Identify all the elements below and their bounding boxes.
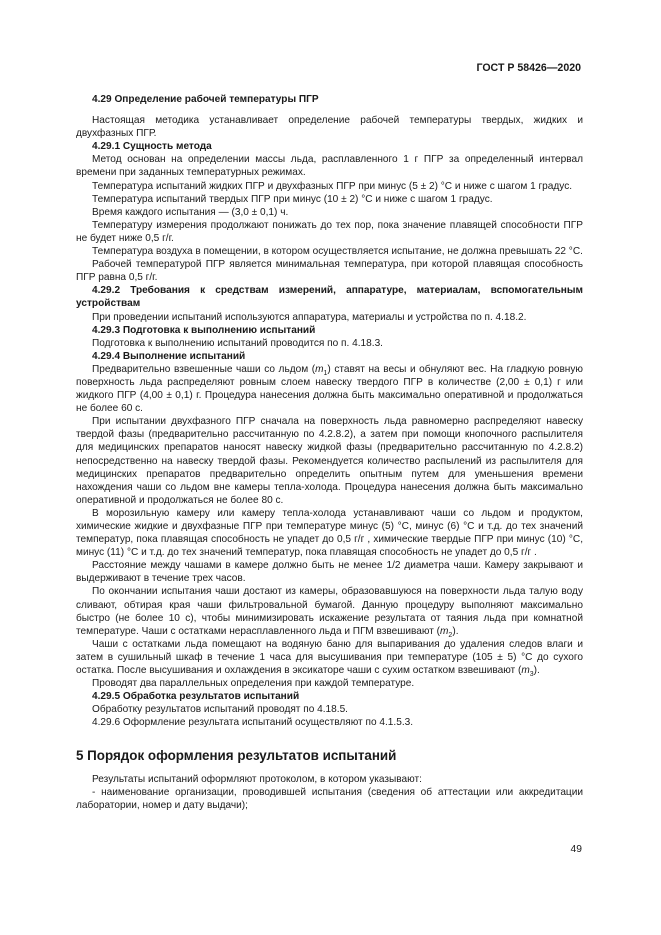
paragraph: При проведении испытаний используются аппаратура, материалы и устройства по п. 4.18.2.: [92, 311, 527, 323]
paragraph: В морозильную камеру или камеру тепла-холода устанавливают чаши со льдом и продуктом, химические жидкие и двухфазные ПГР при температуре минус (5) °С, минус (6) °С и т.д. до тех значений температур, пока плавящая способность не упадет до 0,5 г/г , химические твердые ПГР при минус (10) °С, минус (11) °С и т.д. до тех значений температур, пока плавящая способность не упадет до 0,5 г/г .: [76, 507, 583, 559]
standard-header: ГОСТ Р 58426—2020: [476, 62, 581, 74]
paragraph: Температуру измерения продолжают понижать до тех пор, пока значение плавящей способности ПГР не будет ниже 0,5 г/г.: [76, 219, 583, 244]
paragraph: Результаты испытаний оформляют протоколом, в котором указывают:: [92, 773, 422, 785]
section-title-5: 5 Порядок оформления результатов испытаний: [76, 747, 397, 763]
paragraph: По окончании испытания чаши достают из камеры, образовавшуюся на поверхности льда талую воду сливают, обтирая края чаши фильтровальной бумагой. Данную процедуру выполняют максимально быстро (не более 10 с), чтобы минимизировать искажение результата от таяния льда при комнатной температуре. Чаши с остатками нерасплавленного льда и ПГМ взвешивают $(m_2)$.: [76, 586, 583, 639]
paragraph: - наименование организации, проводившей испытания (сведения об аттестации или аккредитации лаборатории, номер и дату выдачи);: [76, 786, 583, 811]
subsection-title-4-29-2: 4.29.2 Требования к средствам измерений, аппаратуре, материалам, вспомогательным устройствам: [76, 285, 583, 310]
paragraph: Температура испытаний твердых ПГР при минус (10 ± 2) °С и ниже с шагом 1 градус.: [92, 193, 493, 205]
paragraph: Рабочей температурой ПГР является минимальная температура, при которой плавящая способность ПГР равна 0,5 г/г.: [76, 259, 583, 284]
paragraph: Обработку результатов испытаний проводят по 4.18.5.: [92, 704, 348, 716]
paragraph: При испытании двухфазного ПГР сначала на поверхность льда равномерно распределяют навеску твердой фазы (предварительно рассчитанную по 4.2.8.2), а затем при помощи кнопочного распылителя для медицинских препаратов наносят навеску жидкой фазы (предварительно рассчитанную по 4.2.8.2) непосредственно на навеску твердой фазы. Рекомендуется количество распылений из распылителя для медицинских препаратов предварительно определить опытным путем для уменьшения времени нахождения чаши со льдом вне камеры тепла-холода. Процедура нанесения должна быть максимально оперативной и продолжаться не более 80 с.: [76, 416, 583, 506]
paragraph: Метод основан на определении массы льда, расплавленного 1 г ПГР за определенный интервал времени при заданных температурных режимах.: [76, 154, 583, 179]
subsection-title-4-29-3: 4.29.3 Подготовка к выполнению испытаний: [92, 324, 316, 336]
paragraph: Температура испытаний жидких ПГР и двухфазных ПГР при минус (5 ± 2) °С и ниже с шагом 1 градус.: [92, 180, 573, 192]
paragraph: 4.29.6 Оформление результата испытаний осуществляют по 4.1.5.3.: [92, 717, 414, 729]
page-content: [76, 93, 583, 812]
paragraph: Настоящая методика устанавливает определение рабочей температуры твердых, жидких и двухфазных ПГР.: [76, 115, 583, 140]
paragraph: Время каждого испытания — (3,0 ± 0,1) ч.: [92, 206, 289, 218]
paragraph: Расстояние между чашами в камере должно быть не менее 1/2 диаметра чаши. Камеру закрывают и выдерживают в течение трех часов.: [76, 560, 583, 585]
subsection-title-4-29-4: 4.29.4 Выполнение испытаний: [92, 350, 246, 362]
paragraph: Проводят два параллельных определения при каждой температуре.: [92, 678, 415, 690]
paragraph: Температура воздуха в помещении, в котором осуществляется испытание, не должна превышать 22 °С.: [92, 246, 583, 258]
paragraph: Предварительно взвешенные чаши со льдом $(m_1)$ ставят на весы и обнуляют вес. На гладкую ровную поверхность льда распределяют ровным слоем навеску твердого ПГР в количестве (2,00 ± 0,1) г или жидкого ПГР (4,00 ± 0,1) г. Процедура нанесения должна быть максимально оперативной и продолжаться не более 60 с.: [76, 363, 583, 415]
subsection-title-4-29-5: 4.29.5 Обработка результатов испытаний: [92, 691, 300, 703]
page-number: 49: [570, 844, 582, 855]
section-title-4-29: 4.29 Определение рабочей температуры ПГР: [92, 94, 319, 105]
subsection-title-4-29-1: 4.29.1 Сущность метода: [92, 141, 212, 153]
paragraph: Подготовка к выполнению испытаний проводится по п. 4.18.3.: [92, 337, 383, 349]
paragraph: Чаши с остатками льда помещают на водяную баню для выпаривания до удаления следов влаги и затем в сушильный шкаф в течение 1 часа для высушивания при температуре (105 ± 5) °С до сухого остатка. После высушивания и охлаждения в эксикаторе чаши с сухим остатком взвешивают $(m_3)$.: [76, 638, 583, 679]
